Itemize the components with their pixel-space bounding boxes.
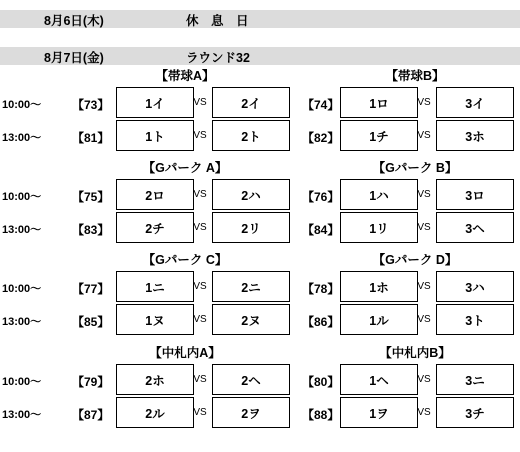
vs-label: VS [417,222,431,233]
match-number: 【78】 [302,282,340,296]
vs-label: VS [193,97,207,108]
team-b-cell: 3ヘ [436,212,514,243]
team-b-cell: 3ホ [436,120,514,151]
match-time: 13:00～ [2,132,42,144]
team-b-cell: 2イ [212,87,290,118]
vs-label: VS [193,374,207,385]
vs-label: VS [417,130,431,141]
match-number: 【77】 [72,282,110,296]
team-a-cell: 1ル [340,304,418,335]
vs-label: VS [193,222,207,233]
match-time: 10:00～ [2,99,42,111]
match-number: 【85】 [72,315,110,329]
team-a-cell: 1ハ [340,179,418,210]
team-a-cell: 1ヘ [340,364,418,395]
match-number: 【84】 [302,223,340,237]
match-time: 10:00～ [2,376,42,388]
match-number: 【80】 [302,375,340,389]
venue-label: 【Gパーク A】 [142,161,228,175]
match-number: 【82】 [302,131,340,145]
match-number: 【88】 [302,408,340,422]
venue-label: 【中札内B】 [379,346,451,360]
match-time: 13:00～ [2,409,42,421]
team-a-cell: 2ホ [116,364,194,395]
team-b-cell: 2ヌ [212,304,290,335]
vs-label: VS [417,189,431,200]
venue-label: 【Gパーク D】 [372,253,458,267]
match-number: 【86】 [302,315,340,329]
vs-label: VS [193,281,207,292]
team-a-cell: 1ト [116,120,194,151]
match-number: 【76】 [302,190,340,204]
team-b-cell: 3ニ [436,364,514,395]
team-a-cell: 1イ [116,87,194,118]
team-a-cell: 2チ [116,212,194,243]
team-b-cell: 2ハ [212,179,290,210]
match-number: 【75】 [72,190,110,204]
vs-label: VS [193,130,207,141]
team-b-cell: 2リ [212,212,290,243]
team-b-cell: 2ト [212,120,290,151]
team-b-cell: 3チ [436,397,514,428]
vs-label: VS [193,407,207,418]
vs-label: VS [417,314,431,325]
venue-label: 【帯球A】 [155,69,215,83]
team-a-cell: 2ル [116,397,194,428]
team-b-cell: 3ハ [436,271,514,302]
day1-date: 8月6日(木) [44,14,104,28]
vs-label: VS [417,97,431,108]
vs-label: VS [417,407,431,418]
match-time: 13:00～ [2,316,42,328]
team-a-cell: 1リ [340,212,418,243]
day1-note: 休 息 日 [186,14,249,28]
team-b-cell: 3イ [436,87,514,118]
team-a-cell: 1ロ [340,87,418,118]
match-number: 【74】 [302,98,340,112]
team-a-cell: 1ニ [116,271,194,302]
vs-label: VS [417,374,431,385]
day2-round: ラウンド32 [186,51,250,65]
team-a-cell: 1ヌ [116,304,194,335]
match-time: 10:00～ [2,191,42,203]
vs-label: VS [417,281,431,292]
team-b-cell: 2ヲ [212,397,290,428]
match-number: 【79】 [72,375,110,389]
team-b-cell: 3ロ [436,179,514,210]
match-time: 10:00～ [2,283,42,295]
venue-label: 【中札内A】 [149,346,221,360]
match-number: 【81】 [72,131,110,145]
team-a-cell: 1チ [340,120,418,151]
team-b-cell: 2ヘ [212,364,290,395]
team-b-cell: 2ニ [212,271,290,302]
venue-label: 【Gパーク B】 [372,161,458,175]
team-a-cell: 2ロ [116,179,194,210]
team-b-cell: 3ト [436,304,514,335]
venue-label: 【Gパーク C】 [142,253,228,267]
match-number: 【73】 [72,98,110,112]
team-a-cell: 1ヲ [340,397,418,428]
match-time: 13:00～ [2,224,42,236]
venue-label: 【帯球B】 [385,69,445,83]
day2-date: 8月7日(金) [44,51,104,65]
match-number: 【83】 [72,223,110,237]
match-number: 【87】 [72,408,110,422]
vs-label: VS [193,189,207,200]
team-a-cell: 1ホ [340,271,418,302]
vs-label: VS [193,314,207,325]
